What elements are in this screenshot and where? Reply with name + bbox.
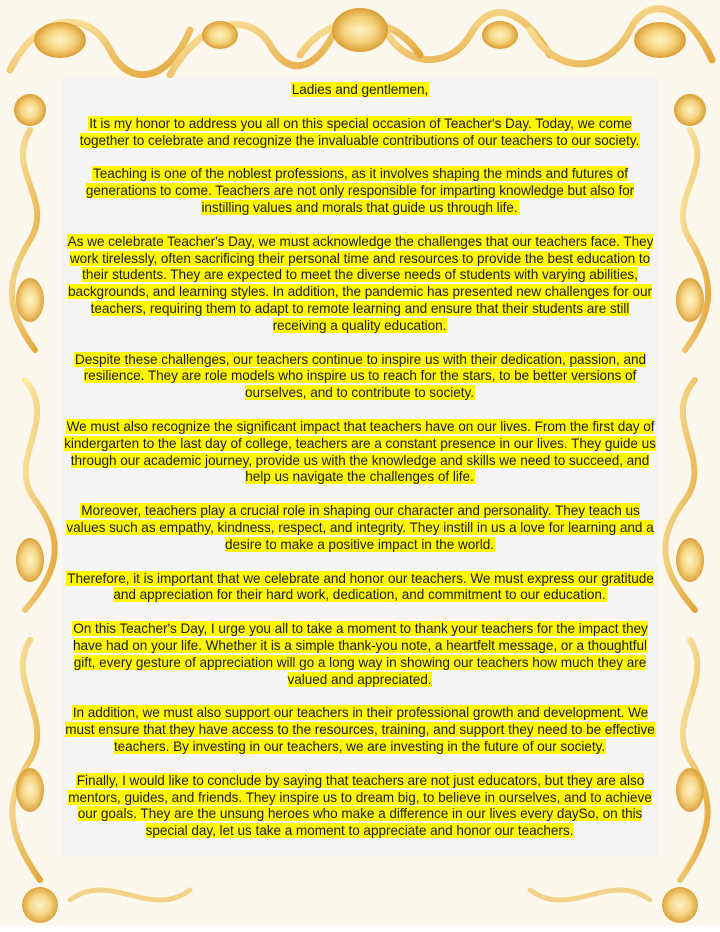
speech-paragraph: It is my honor to address you all on this special occasion of Teacher's Day. Today, we come together to celebrate and recognize the invaluable contributions of our teachers to our society. bbox=[79, 115, 640, 148]
speech-paragraph: On this Teacher's Day, I urge you all to take a moment to thank your teachers for the impact they have had on your life. Whether it is a simple thank-you note, a heartfelt message, or a thoughtful gift, every gesture of appreciation will go a long way in showing our teachers how much they are valued and appreciated. bbox=[73, 621, 648, 687]
speech-paragraph: Ladies and gentlemen, bbox=[291, 82, 429, 97]
bottom-edge bbox=[0, 926, 720, 932]
speech-paragraph: We must also recognize the significant impact that teachers have on our lives. From the first day of kindergarten to the last day of college, teachers are a constant presence in our lives. They guide us through our academic journey, provide us with the knowledge and skills we need to succeed, and help us navigate the challenges of life. bbox=[64, 418, 656, 485]
speech-paragraph: Therefore, it is important that we celebrate and honor our teachers. We must express our gratitude and appreciation for their hard work, dedication, and commitment to our education. bbox=[67, 570, 654, 603]
speech-paragraph: Finally, I would like to conclude by saying that teachers are not just educators, but they are also mentors, guides, and friends. They inspire us to dream big, to believe in ourselves, and to achieve our goals. They are the unsung heroes who make a difference in our lives every daySo, on this special day, let us take a moment to appreciate and honor our teachers. bbox=[68, 772, 652, 839]
speech-paragraph: Moreover, teachers play a crucial role in shaping our character and personality. They teach us values such as empathy, kindness, respect, and integrity. They instill in us a love for learning and a desire to make a positive impact in the world. bbox=[66, 503, 654, 552]
speech-paragraph: Teaching is one of the noblest professions, as it involves shaping the minds and futures of generations to come. Teachers are not only responsible for imparting knowledge but also for instilling values and morals that guide us through life. bbox=[85, 166, 635, 215]
speech-paragraph: As we celebrate Teacher's Day, we must acknowledge the challenges that our teachers face. They work tirelessly, often sacrificing their personal time and resources to provide the best education to their students. They are expected to meet the diverse needs of students with varying abilities, backgrounds, and learning styles. In addition, the pandemic has presented new challenges for our teachers, requiring them to adapt to remote learning and ensure that their students are still receiving a quality education. bbox=[67, 233, 654, 333]
speech-text-panel bbox=[62, 78, 658, 856]
speech-paragraph: Despite these challenges, our teachers continue to inspire us with their dedication, passion, and resilience. They are role models who inspire us to reach for the stars, to be better versions of ourselves, and to contribute to society. bbox=[75, 351, 646, 401]
speech-paragraph: In addition, we must also support our teachers in their professional growth and development. We must ensure that they have access to the resources, training, and support they need to be effective teachers. By investing in our teachers, we are investing in the future of our society. bbox=[65, 705, 655, 754]
